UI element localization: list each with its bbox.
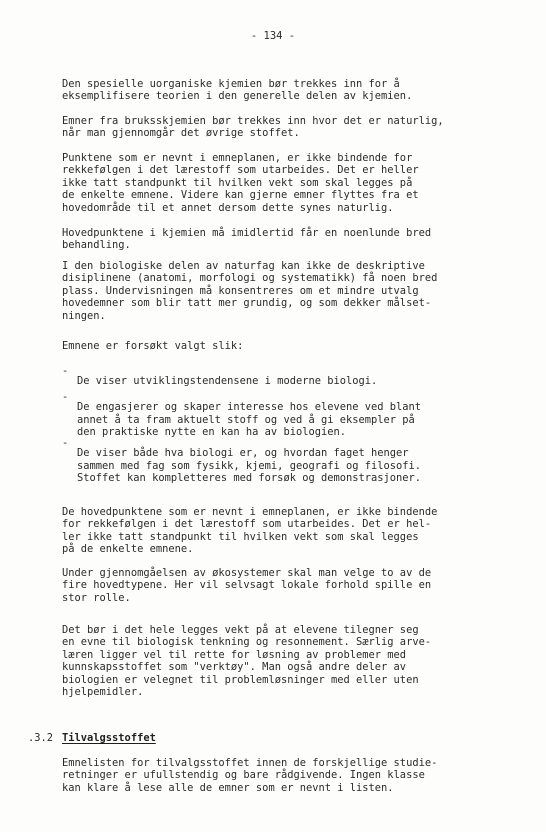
paragraph: Punktene som er nevnt i emneplanen, er ikke bindende for rekkefølgen i det lærestoff som utarbeides. Det er heller ikke tatt standpunkt til hvilken vekt som skal legges på de enkelte emnene. Videre kan gjerne emner flyttes fra et hovedområde til et annet dersom dette synes naturlig. [62,152,419,214]
section-heading: Tilvalgsstoffet [62,732,156,744]
paragraph: Under gjennomgåelsen av økosystemer skal man velge to av de fire hovedtypene. Her vil selvsagt lokale forhold spille en stor rolle. [62,567,432,604]
bullet-dash: - [62,391,69,403]
paragraph: I den biologiske delen av naturfag kan ikke de deskriptive disiplinene (anatomi, morfologi og systematikk) få noen bred plass. Undervisningen må konsentreres om et mindre utvalg hovedemner som blir tatt mer grundig, og som dekker målset- ningen. [62,260,438,322]
paragraph: Emnene er forsøkt valgt slik: [62,340,244,352]
paragraph: Emner fra bruksskjemien bør trekkes inn hvor det er naturlig, når man gjennomgår det øvrige stoffet. [62,115,444,140]
paragraph: Hovedpunktene i kjemien må imidlertid får en noenlunde bred behandling. [62,227,432,252]
bullet-dash: - [62,437,69,449]
bullet-item: De viser utviklingstendensene i moderne biologi. [77,375,378,388]
section-paragraph: Emnelisten for tilvalgsstoffet innen de forskjellige studie- retninger er ufullstendig og bare rådgivende. Ingen klasse kan klare å lese alle de emner som er nevnt i listen. [62,757,438,794]
page-number: - 134 - [250,30,296,42]
bullet-item: De engasjerer og skaper interesse hos elevene ved blant annet å ta fram aktuelt stoff og ved å gi eksempler på den praktiske nytte en kan ha av biologien. [77,401,422,439]
paragraph: Den spesielle uorganiske kjemien bør trekkes inn for å eksemplifisere teorien i den generelle delen av kjemien. [62,78,413,103]
paragraph: Det bør i det hele legges vekt på at elevene tilegner seg en evne til biologisk tenkning og resonnement. Særlig arve- læren ligger vel til rette for løsning av problemer med kunnskapsstoffet som "verktøy". Man også andre deler av biologien er velegnet til problemløsninger med eller uten hjelpemidler. [62,624,432,699]
bullet-dash: - [62,365,69,377]
bullet-item: De viser både hva biologi er, og hvordan faget henger sammen med fag som fysikk, kjemi, geografi og filosofi. [77,447,422,472]
indented-note: Stoffet kan kompletteres med forsøk og demonstrasjoner. [77,472,422,484]
paragraph: De hovedpunktene som er nevnt i emneplanen, er ikke bindende for rekkefølgen i det lærestoff som utarbeides. Det er hel- ler ikke tatt standpunkt til hvilken vekt som skal legges på de enkelte emnene. [62,506,438,556]
section-number: .3.2 [28,732,54,744]
